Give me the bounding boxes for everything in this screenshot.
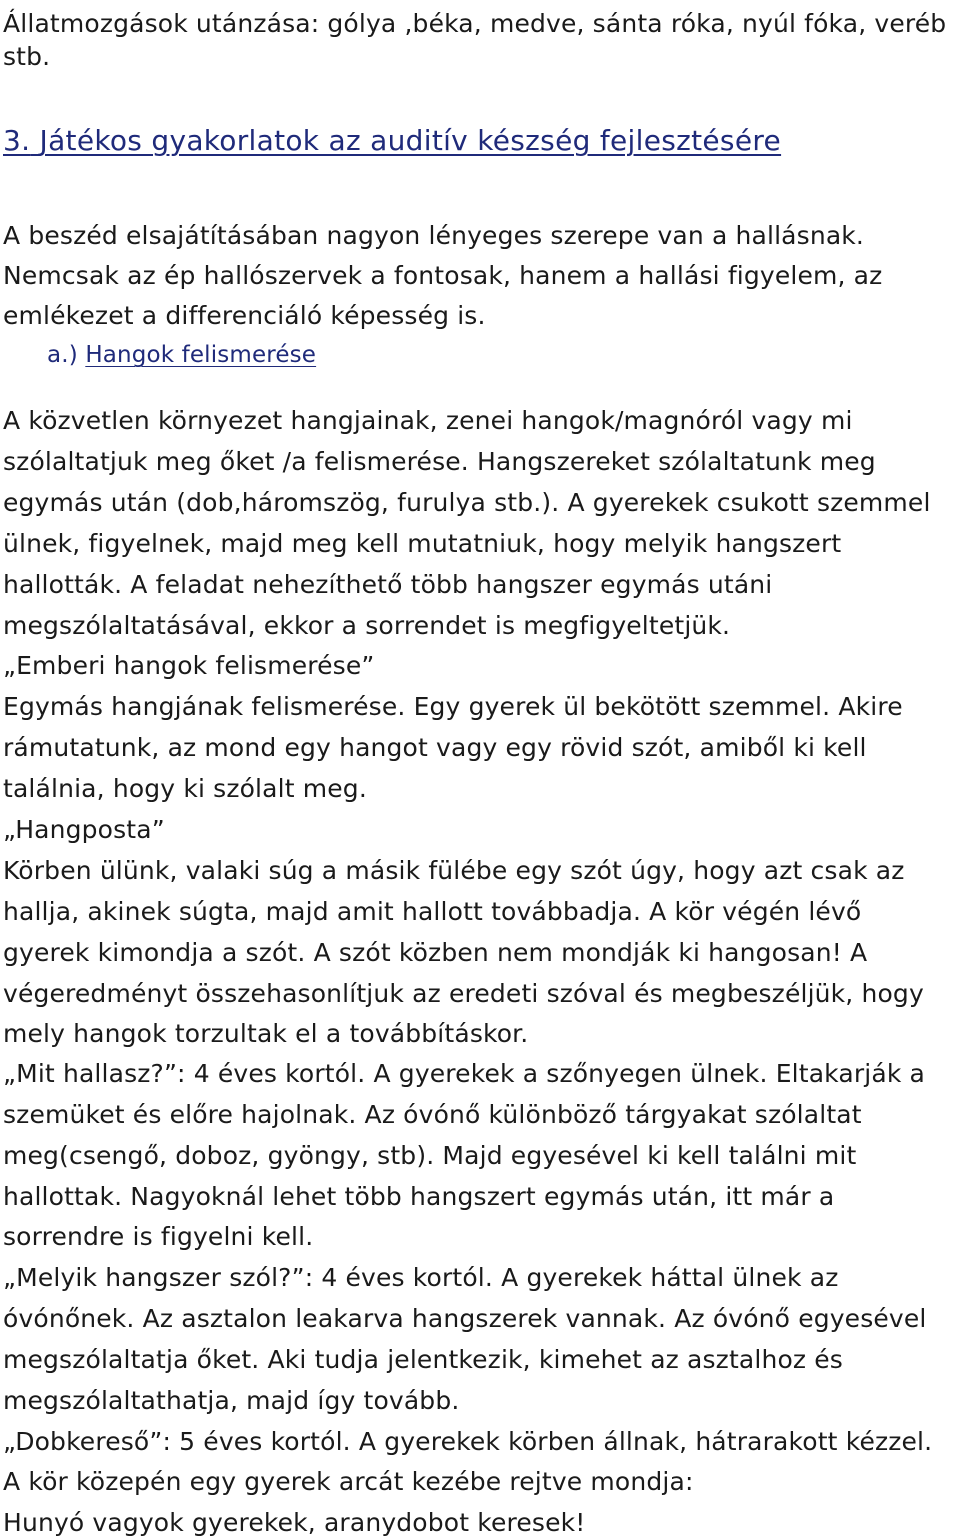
body-line-19: meg(csengő, doboz, gyöngy, stb). Majd egyesével ki kell találni mit	[3, 1141, 857, 1170]
body-line-13: hallja, akinek súgta, majd amit hallott továbbadja. A kör végén lévő	[3, 897, 862, 926]
subsection-heading[interactable]	[47, 340, 316, 370]
body-line-15: végeredményt összehasonlítjuk az eredeti szóval és megbeszéljük, hogy	[3, 979, 924, 1008]
body-line-6: megszólaltatásával, ekkor a sorrendet is megfigyeltetjük.	[3, 611, 731, 640]
body-line-8: Egymás hangjának felismerése. Egy gyerek ül bekötött szemmel. Akire	[3, 692, 903, 721]
body-line-25: megszólaltathatja, majd így tovább.	[3, 1386, 460, 1415]
section-intro-line-3: emlékezet a differenciáló képesség is.	[3, 301, 486, 330]
subheading-hangposta: „Hangposta”	[3, 815, 165, 844]
body-line-5: hallották. A feladat nehezíthető több hangszer egymás utáni	[3, 570, 773, 599]
section-intro-line-2: Nemcsak az ép hallószervek a fontosak, hanem a hallási figyelem, az	[3, 261, 883, 290]
intro-line-2: stb.	[3, 42, 51, 71]
body-line-10: találnia, hogy ki szólalt meg.	[3, 774, 367, 803]
body-line-28: Hunyó vagyok gyerekek, aranydobot keresek!	[3, 1508, 586, 1537]
body-line-27: A kör közepén egy gyerek arcát kezébe rejtve mondja:	[3, 1467, 694, 1496]
body-line-14: gyerek kimondja a szót. A szót közben nem mondják ki hangosan! A	[3, 938, 868, 967]
body-line-3: egymás után (dob,háromszög, furulya stb.). A gyerekek csukott szemmel	[3, 488, 931, 517]
section-number: 3.	[3, 124, 31, 157]
subsection-title-link[interactable]: Hangok felismerése	[85, 342, 317, 368]
section-intro-line-1: A beszéd elsajátításában nagyon lényeges szerepe van a hallásnak.	[3, 221, 865, 250]
section-heading[interactable]	[3, 126, 781, 156]
body-line-21: sorrendre is figyelni kell.	[3, 1222, 314, 1251]
body-line-26: „Dobkereső”: 5 éves kortól. A gyerekek körben állnak, hátrarakott kézzel.	[3, 1427, 933, 1456]
intro-line-1: Állatmozgások utánzása: gólya ,béka, medve, sánta róka, nyúl fóka, veréb	[3, 9, 947, 38]
section-title: Játékos gyakorlatok az auditív készség fejlesztésére	[39, 124, 782, 157]
body-line-20: hallottak. Nagyoknál lehet több hangszert egymás után, itt már a	[3, 1182, 835, 1211]
body-line-12: Körben ülünk, valaki súg a másik fülébe egy szót úgy, hogy azt csak az	[3, 856, 905, 885]
subheading-emberi-hangok: „Emberi hangok felismerése”	[3, 651, 375, 680]
body-line-4: ülnek, figyelnek, majd meg kell mutatniuk, hogy melyik hangszert	[3, 529, 842, 558]
body-line-23: óvónőnek. Az asztalon leakarva hangszerek vannak. Az óvónő egyesével	[3, 1304, 927, 1333]
body-line-18: szemüket és előre hajolnak. Az óvónő különböző tárgyakat szólaltat	[3, 1100, 862, 1129]
body-line-2: szólaltatjuk meg őket /a felismerése. Hangszereket szólaltatunk meg	[3, 447, 876, 476]
body-line-1: A közvetlen környezet hangjainak, zenei hangok/magnóról vagy mi	[3, 406, 853, 435]
body-line-24: megszólaltatja őket. Aki tudja jelentkezik, kimehet az asztalhoz és	[3, 1345, 843, 1374]
body-line-17: „Mit hallasz?”: 4 éves kortól. A gyerekek a szőnyegen ülnek. Eltakarják a	[3, 1059, 926, 1088]
subsection-label: a.)	[47, 342, 78, 368]
body-line-22: „Melyik hangszer szól?”: 4 éves kortól. A gyerekek háttal ülnek az	[3, 1263, 839, 1292]
body-line-16: mely hangok torzultak el a továbbításkor.	[3, 1019, 529, 1048]
body-line-9: rámutatunk, az mond egy hangot vagy egy rövid szót, amiből ki kell	[3, 733, 867, 762]
